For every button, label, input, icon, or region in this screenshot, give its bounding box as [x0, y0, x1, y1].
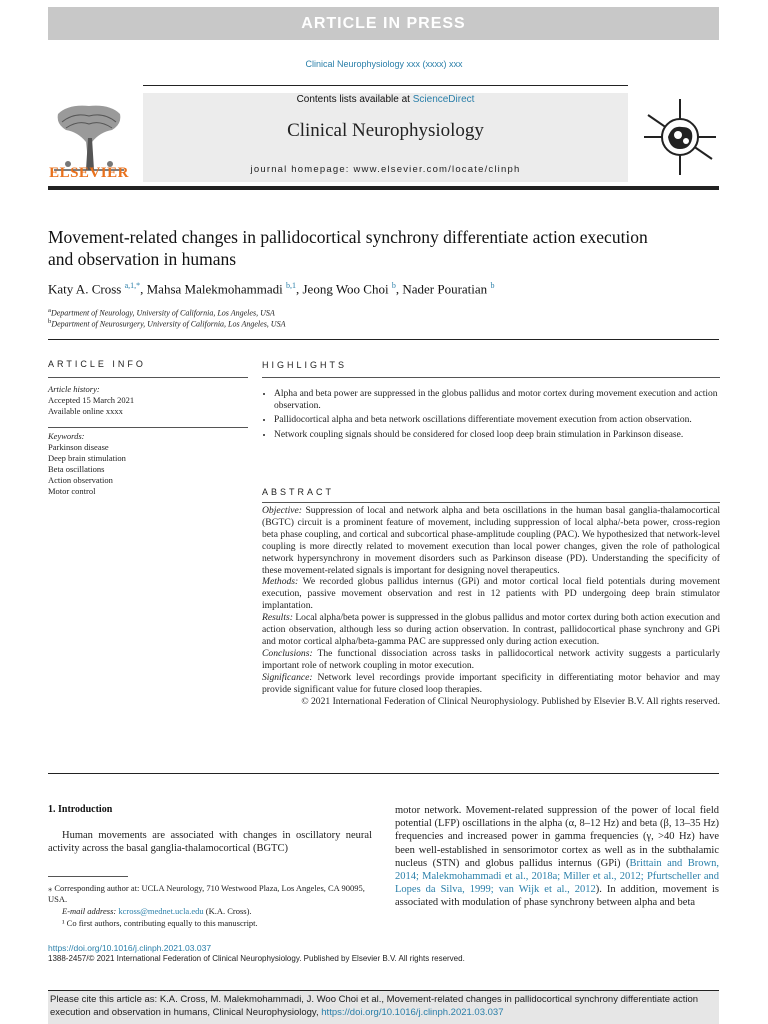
footnote-rule [48, 876, 128, 877]
abstract-significance [262, 672, 720, 696]
cite-text: Please cite this article as: K.A. Cross, M. Malekmohammadi, J. Woo Choi et al., Movement-related changes in pallidocortical synchrony differentiate action execution and observation in humans, Clinical Neurophysiology, [50, 994, 699, 1018]
abstract-copyright: © 2021 International Federation of Clinical Neurophysiology. Published by Elsevier B.V. All rights reserved. [301, 695, 720, 707]
header-rule [143, 85, 628, 86]
affiliation-text: Department of Neurosurgery, University of California, Los Angeles, USA [51, 319, 286, 329]
highlight-item: • Pallidocortical alpha and beta network oscillations differentiate movement execution from action observation. [274, 415, 720, 427]
keywords-label: Keywords: [48, 431, 85, 441]
doi-link[interactable]: https://doi.org/10.1016/j.clinph.2021.03.037 [48, 943, 212, 953]
reference-links[interactable]: Brittain and Brown, 2014; Malekmohammadi et al., 2018a; Miller et al., 2012; Pfurtscheller and Lopes da Silva, 1999; van Wijk et al., 2012 [395, 857, 719, 896]
keywords-rule [48, 427, 248, 428]
masthead-thick-rule [48, 186, 719, 190]
article-info-heading: ARTICLE INFO [48, 359, 146, 369]
available-date: Available online xxxx [48, 406, 123, 416]
abstract-objective [262, 505, 720, 576]
keywords-block [48, 431, 248, 497]
abstract-text: Suppression of local and network alpha and beta oscillations in the human basal ganglia-thalamocortical (BGTC) circuit is a prominent feature of movement, including suppression of local alpha/-beta power, cross-region beta phase coupling, and cortical and subcortical phase-amplitude coupling (PAC). We hypothesized that network-level coupling is more directly related to movement execution than local power changes, given the role of pathological network hypersynchrony in movement disorders such as Parkinson disease (PD). Understanding the specificity of these movement-related signals is important for designing novel therapeutics. [262, 505, 720, 576]
intro-text: motor network. Movement-related suppression of the power of local field potential (LFP) oscillations in the alpha (α, 8–12 Hz) and beta (β, 13–35 Hz) frequencies and increased power in gamma frequencies (γ, >40 Hz) have been well-established in sensorimotor cortex as well as in the subthalamic nucleus (STN) and globus pallidus internus (GPi) ( [395, 805, 719, 869]
abstract-label: Significance: [262, 671, 313, 683]
article-history [48, 384, 248, 417]
contents-line [143, 94, 628, 105]
elsevier-wordmark: ELSEVIER [49, 165, 129, 181]
abstract-label: Methods: [262, 576, 299, 588]
highlights-rule [262, 377, 720, 378]
highlight-item: • Network coupling signals should be considered for closed loop deep brain stimulation in Parkinson disease. [274, 430, 720, 442]
journal-name: Clinical Neurophysiology [287, 120, 484, 141]
author-affil-marker[interactable]: b,1 [285, 281, 296, 290]
journal-citation-header[interactable]: Clinical Neurophysiology xxx (xxxx) xxx [305, 59, 463, 69]
author-name[interactable]: Katy A. Cross [48, 281, 122, 297]
introduction-right-column [395, 804, 719, 910]
abstract-heading: ABSTRACT [262, 487, 335, 497]
abstract-body [262, 505, 720, 707]
author-separator: , [140, 281, 147, 297]
author-affil-marker[interactable]: a,1,* [124, 281, 141, 290]
journal-cover-emblem[interactable] [640, 97, 720, 177]
keyword: Action observation [48, 475, 113, 485]
abstract-label: Conclusions: [262, 647, 313, 659]
abstract-rule [262, 502, 720, 503]
info-top-rule [48, 339, 719, 340]
article-title: Movement-related changes in pallidocortical synchrony differentiate action execution and observation in humans [48, 227, 648, 269]
abstract-label: Results: [262, 612, 293, 624]
affiliation-text: Department of Neurology, University of California, Los Angeles, USA [50, 308, 275, 318]
journal-homepage[interactable]: journal homepage: www.elsevier.com/locate/clinph [250, 164, 521, 175]
cite-this-article-box [48, 990, 719, 1024]
abstract-conclusions [262, 648, 720, 672]
abstract-label: Objective: [262, 505, 302, 516]
email-note [48, 906, 378, 917]
abstract-bottom-rule [48, 773, 719, 774]
author-affil-marker[interactable]: b [490, 281, 495, 290]
abstract-text: Network level recordings provide important specificity in differentiating motor behavior and may provide significant value for future closed loop therapies. [262, 671, 720, 695]
intro-text: ). In addition, movement is associated with modulation of phase synchrony between alpha and beta [395, 884, 720, 909]
corresponding-author-note: ⁎ Corresponding author at: UCLA Neurology, 710 Westwood Plaza, Los Angeles, CA 90095, USA. [48, 883, 365, 904]
abstract-results [262, 612, 720, 648]
abstract-text: Local alpha/beta power is suppressed in the globus pallidus and motor cortex during both action execution and action observation, although less so during action observation. In contrast, pallidocortical phase synchrony and GPi and motor cortical alpha/beta-gamma PAC are suppressed only during action execution. [262, 612, 721, 647]
affiliation-b [48, 318, 285, 329]
affiliation-marker: b [48, 318, 52, 325]
affiliation-a [48, 307, 275, 318]
keyword: Beta oscillations [48, 464, 105, 474]
author-separator: , [395, 281, 403, 297]
keyword: Deep brain stimulation [48, 453, 126, 463]
issn-line: 1388-2457/© 2021 International Federation of Clinical Neurophysiology. Published by Elsevier B.V. All rights reserved. [48, 954, 465, 963]
article-in-press-banner: ARTICLE IN PRESS [48, 7, 719, 40]
author-name[interactable]: Jeong Woo Choi [302, 281, 389, 297]
author-separator: , [295, 281, 303, 297]
author-list [48, 281, 728, 297]
cofirst-author-note: ¹ Co first authors, contributing equally to this manuscript. [62, 918, 258, 928]
contents-prefix: Contents lists available at [296, 94, 413, 105]
author-name[interactable]: Mahsa Malekmohammadi [146, 281, 283, 297]
abstract-text: The functional dissociation across tasks in pallidocortical network activity suggests a particularly important role of network coupling in motor execution. [262, 647, 720, 671]
author-affil-marker[interactable]: b [391, 281, 396, 290]
cite-doi-link[interactable]: https://doi.org/10.1016/j.clinph.2021.03.037 [321, 1007, 504, 1018]
history-label: Article history: [48, 384, 100, 394]
keyword: Parkinson disease [48, 442, 109, 452]
highlights-list [262, 389, 720, 444]
accepted-date: Accepted 15 March 2021 [48, 395, 135, 405]
introduction-left-para: Human movements are associated with changes in oscillatory neural activity across the basal ganglia-thalamocortical (BGTC) [48, 830, 372, 855]
keyword: Motor control [48, 486, 96, 496]
highlight-item: • Alpha and beta power are suppressed in the globus pallidus and motor cortex during movement execution and action observation. [274, 389, 720, 412]
highlights-heading: HIGHLIGHTS [262, 360, 348, 370]
author-name[interactable]: Nader Pouratian [402, 281, 488, 297]
email-label: E-mail address: [62, 906, 119, 916]
introduction-heading: 1. Introduction [48, 804, 113, 815]
affiliation-marker: a [48, 307, 51, 314]
email-suffix: (K.A. Cross). [203, 906, 252, 916]
article-info-rule [48, 377, 248, 378]
email-link[interactable]: kcross@mednet.ucla.edu [118, 906, 204, 916]
abstract-methods [262, 576, 720, 612]
abstract-text: We recorded globus pallidus internus (GPi) and motor cortical local field potentials during movement execution, passive movement observation and rest in 12 patients with PD undergoing deep brain stimulator implantation. [262, 576, 720, 612]
sciencedirect-link[interactable]: ScienceDirect [412, 94, 475, 105]
